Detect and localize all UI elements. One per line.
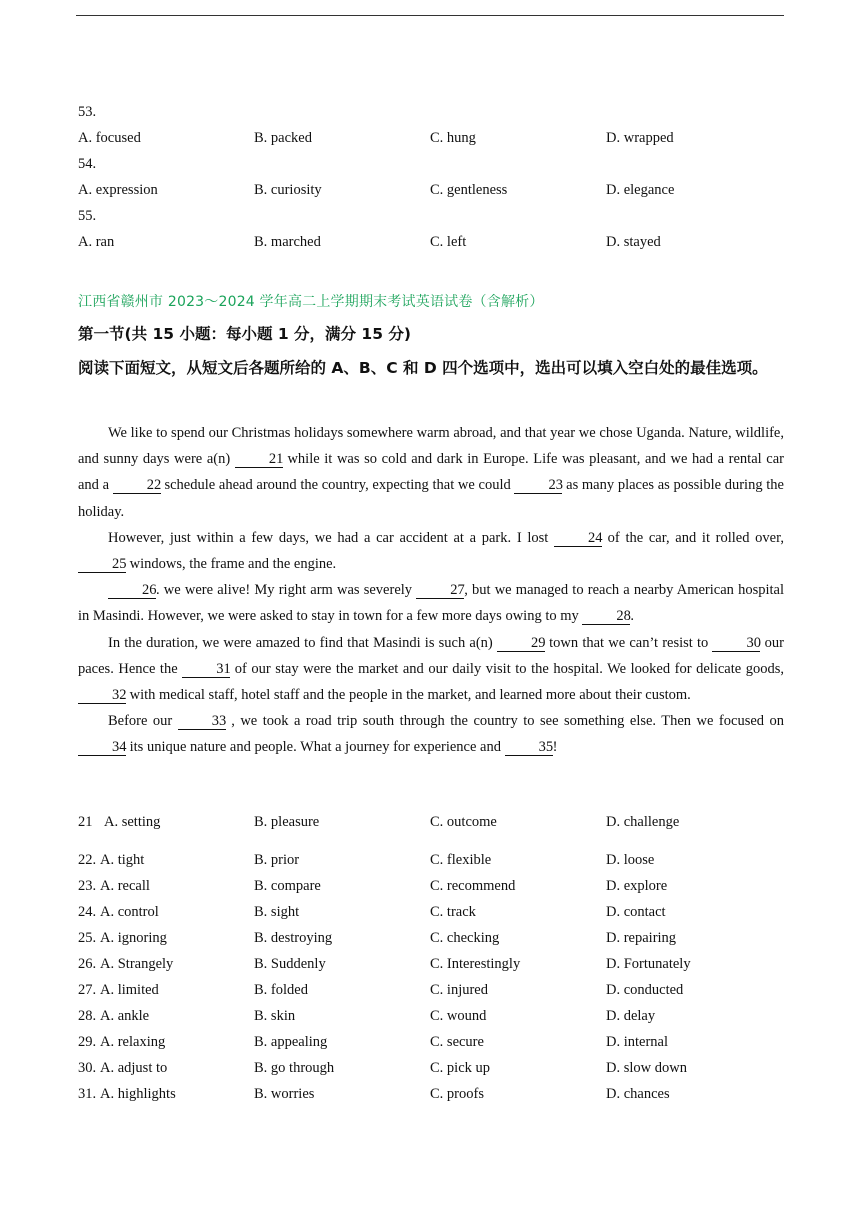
option-number: 25. [78,930,97,946]
option-c: C. flexible [430,852,492,868]
option-b: B. sight [254,904,300,920]
header-rule [76,15,784,16]
option-b: B. prior [254,852,300,868]
option-row [0,1034,860,1054]
option-number: 29. [78,1034,97,1050]
option-number: 23. [78,878,97,894]
option-a: A. focused [78,130,141,146]
option-a: A. adjust to [100,1060,168,1076]
blank: 29 [497,635,545,652]
blank: 34 [78,739,126,756]
option-row [0,852,860,872]
option-b: B. packed [254,130,312,146]
option-number: 24. [78,904,97,920]
option-row [0,930,860,950]
option-a: A. highlights [100,1086,176,1102]
option-b: B. marched [254,234,321,250]
option-d: D. challenge [606,814,680,830]
option-d: D. stayed [606,234,661,250]
option-c: C. Interestingly [430,956,521,972]
blank: 26 [108,582,156,599]
option-c: C. pick up [430,1060,491,1076]
option-d: D. contact [606,904,666,920]
option-c: C. checking [430,930,500,946]
option-d: D. slow down [606,1060,687,1076]
option-row [0,982,860,1002]
option-row [0,1060,860,1080]
option-a: A. limited [100,982,159,998]
option-d: D. conducted [606,982,684,998]
blank: 22 [113,477,161,494]
blank: 35 [505,739,553,756]
option-row [0,956,860,976]
option-a: A. ignoring [100,930,167,946]
blank: 32 [78,687,126,704]
question-number: 54. [78,156,97,172]
paragraph: However, just within a few days, we had a car accident at a park. I lost 24 of the car, and it rolled over, 25 windows, the frame and the engine. [78,525,784,577]
option-b: B. appealing [254,1034,328,1050]
paragraph: We like to spend our Christmas holidays somewhere warm abroad, and that year we chose Uganda. Nature, wildlife, and sunny days were a(n) 21 while it was so cold and dark in Europe. Life was pleasant, and we had a rental car and a 22 schedule ahead around the country, expecting that we could 23 as many places as possible during the holiday. [78,425,784,520]
option-a: A. setting [104,814,161,830]
option-row [0,878,860,898]
option-b: B. worries [254,1086,315,1102]
option-c: C. hung [430,130,476,146]
option-row [0,814,860,834]
option-c: C. wound [430,1008,487,1024]
option-b: B. pleasure [254,814,320,830]
option-c: C. recommend [430,878,516,894]
option-d: D. repairing [606,930,677,946]
option-d: D. wrapped [606,130,674,146]
option-c: C. secure [430,1034,484,1050]
paragraph: 26. we were alive! My right arm was severely 27, but we managed to reach a nearby American hospital in Masindi. However, we were asked to stay in town for a few more days owing to my 28. [78,582,784,625]
option-number: 22. [78,852,97,868]
option-number: 27. [78,982,97,998]
option-c: C. injured [430,982,488,998]
blank: 33 [178,713,226,730]
option-a: A. ankle [100,1008,150,1024]
question-number: 55. [78,208,97,224]
option-d: D. chances [606,1086,670,1102]
option-d: D. elegance [606,182,675,198]
blank: 21 [235,451,283,468]
paragraph: Before our 33 , we took a road trip south through the country to see something else. Then we focused on 34 its unique nature and people. What a journey for experience and 35! [78,708,784,760]
option-c: C. gentleness [430,182,508,198]
option-b: B. compare [254,878,321,894]
blank: 28 [582,608,630,625]
blank: 25 [78,556,126,573]
option-a: A. Strangely [100,956,174,972]
option-a: A. control [100,904,159,920]
option-b: B. Suddenly [254,956,326,972]
section-heading: 第一节(共 15 小题：每小题 1 分，满分 15 分) [78,325,411,343]
blank: 31 [182,661,230,678]
option-b: B. destroying [254,930,333,946]
option-c: C. track [430,904,476,920]
paragraph: In the duration, we were amazed to find that Masindi is such a(n) 29 town that we can’t resist to 30 our paces. Hence the 31 of our stay were the market and our daily visit to the hospital. We looked for delicate goods, 32 with medical staff, hotel staff and the people in the market, and learned more about their custom. [78,634,784,704]
option-number: 21 [78,814,93,830]
option-row [0,1086,860,1106]
option-b: B. skin [254,1008,296,1024]
question-number: 53. [78,104,97,120]
option-number: 26. [78,956,97,972]
option-b: B. folded [254,982,308,998]
option-b: B. curiosity [254,182,322,198]
instructions: 阅读下面短文，从短文后各题所给的 A、B、C 和 D 四个选项中，选出可以填入空白处的最佳选项。 [78,359,768,377]
option-d: D. loose [606,852,655,868]
option-d: D. internal [606,1034,669,1050]
option-number: 30. [78,1060,97,1076]
blank: 30 [712,635,760,652]
option-a: A. ran [78,234,115,250]
blank: 24 [554,530,602,547]
option-b: B. go through [254,1060,335,1076]
option-a: A. tight [100,852,145,868]
option-number: 28. [78,1008,97,1024]
option-a: A. relaxing [100,1034,166,1050]
cloze-passage [78,420,784,761]
blank: 23 [514,477,562,494]
blank: 27 [416,582,464,599]
exam-source-title: 江西省赣州市 2023～2024 学年高二上学期期末考试英语试卷（含解析） [78,294,544,310]
option-d: D. delay [606,1008,656,1024]
option-d: D. Fortunately [606,956,691,972]
option-d: D. explore [606,878,668,894]
option-c: C. left [430,234,467,250]
option-number: 31. [78,1086,97,1102]
option-c: C. proofs [430,1086,484,1102]
option-row [0,904,860,924]
option-a: A. expression [78,182,158,198]
option-c: C. outcome [430,814,497,830]
option-row [0,1008,860,1028]
option-a: A. recall [100,878,150,894]
